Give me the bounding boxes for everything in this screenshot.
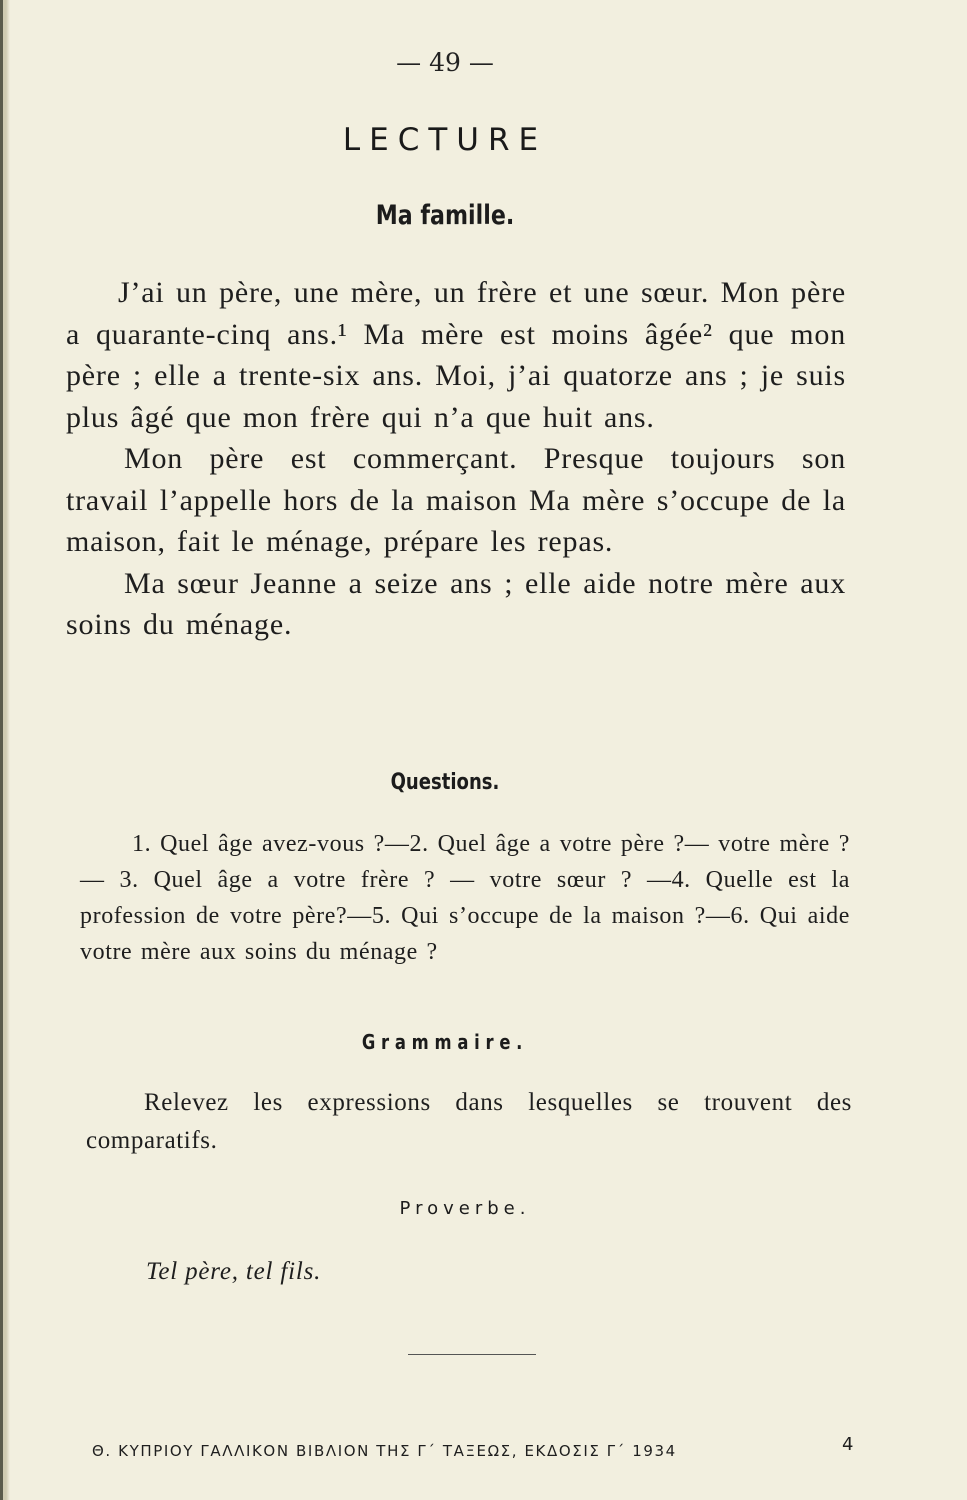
proverb-title: Proverbe. bbox=[399, 1198, 531, 1219]
section-heading-lecture: LECTURE bbox=[342, 122, 548, 158]
reading-text bbox=[66, 272, 846, 646]
reading-paragraph: Ma sœur Jeanne a seize ans ; elle aide notre mère aux soins du ménage. bbox=[66, 566, 846, 641]
section-divider bbox=[408, 1354, 536, 1355]
grammar-title: Grammaire. bbox=[361, 1030, 529, 1054]
reading-paragraph: Mon père est commerçant. Presque toujours son travail l’appelle hors de la maison Ma mère s’occupe de la maison, fait le ménage, prépare les repas. bbox=[66, 442, 846, 558]
reading-title: Ma famille. bbox=[375, 200, 515, 231]
page-number: — 49 — bbox=[396, 48, 494, 77]
questions-title: Questions. bbox=[390, 770, 500, 795]
grammar-text: Relevez les expressions dans lesquelles se trouvent des comparatifs. bbox=[86, 1089, 852, 1154]
proverb-text: Tel père, tel fils. bbox=[146, 1258, 322, 1285]
signature-mark: 4 bbox=[842, 1434, 854, 1455]
questions-text: 1. Quel âge avez-vous ?—2. Quel âge a votre père ?— votre mère ? — 3. Quel âge a votre frère ? — votre sœur ? —4. Quelle est la profession de votre père?—5. Qui s’occupe de la maison ?—6. Qui aide votre mère aux soins du ménage ? bbox=[80, 831, 850, 965]
printer-imprint: Θ. ΚΥΠΡΙΟΥ ΓΑΛΛΙΚΟΝ ΒΙΒΛΙΟΝ ΤΗΣ Γ΄ ΤΑΞΕΩΣ, ΕΚΔΟΣΙΣ Γ΄ 1934 bbox=[92, 1442, 677, 1460]
reading-paragraph: J’ai un père, une mère, un frère et une sœur. Mon père a quarante-cinq ans.¹ Ma mère est moins âgée² que mon père ; elle a trente-six ans. Moi, j’ai quatorze ans ; je suis plus âgé que mon frère qui n’a que huit ans. bbox=[66, 276, 846, 434]
